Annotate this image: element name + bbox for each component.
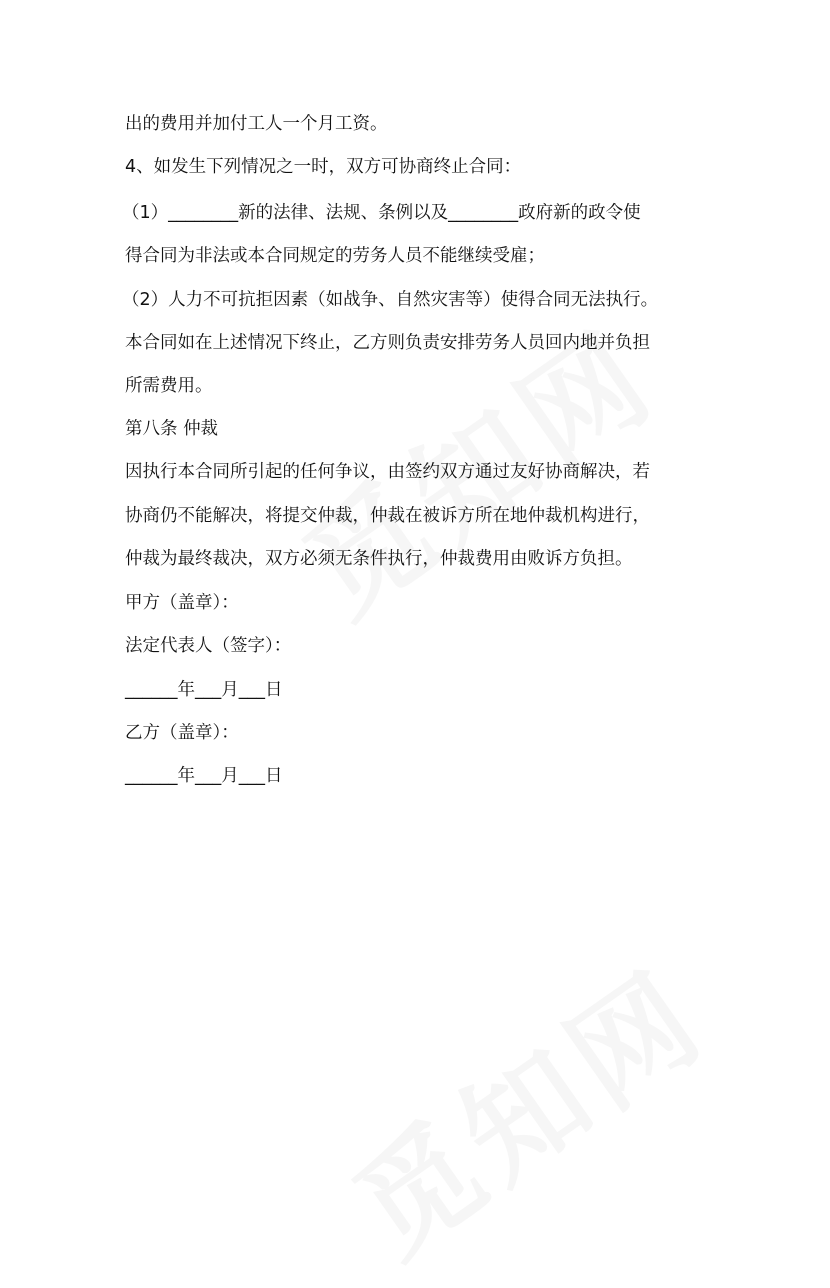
paragraph-line: 本合同如在上述情况下终止，乙方则负责安排劳务人员回内地并负担 xyxy=(125,333,650,353)
paragraph-line: 出的费用并加付工人一个月工资。 xyxy=(125,114,388,134)
list-item-2: （2）人力不可抗拒因素（如战争、自然灾害等）使得合同无法执行。 xyxy=(122,290,659,310)
legal-representative-signature: 法定代表人（签字）： xyxy=(125,636,292,656)
list-item-1-continued: 得合同为非法或本合同规定的劳务人员不能继续受雇； xyxy=(125,246,545,266)
list-item-1: （1）________新的法律、法规、条例以及________政府新的政令使 xyxy=(122,203,641,223)
paragraph-line: 所需费用。 xyxy=(125,376,213,396)
party-a-seal: 甲方（盖章）： xyxy=(125,593,239,613)
paragraph-line: 仲裁为最终裁决，双方必须无条件执行，仲裁费用由败诉方负担。 xyxy=(125,549,633,569)
clause-heading: 4、如发生下列情况之一时，双方可协商终止合同： xyxy=(125,157,522,177)
date-line-party-a: ______年___月___日 xyxy=(125,680,283,700)
paragraph-line: 协商仍不能解决，将提交仲裁，仲裁在被诉方所在地仲裁机构进行， xyxy=(125,506,650,526)
section-heading: 第八条 仲裁 xyxy=(125,419,219,439)
party-b-seal: 乙方（盖章）： xyxy=(125,723,239,743)
paragraph-line: 因执行本合同所引起的任何争议，由签约双方通过友好协商解决，若 xyxy=(125,462,650,482)
date-line-party-b: ______年___月___日 xyxy=(125,766,283,786)
watermark xyxy=(316,924,734,1288)
